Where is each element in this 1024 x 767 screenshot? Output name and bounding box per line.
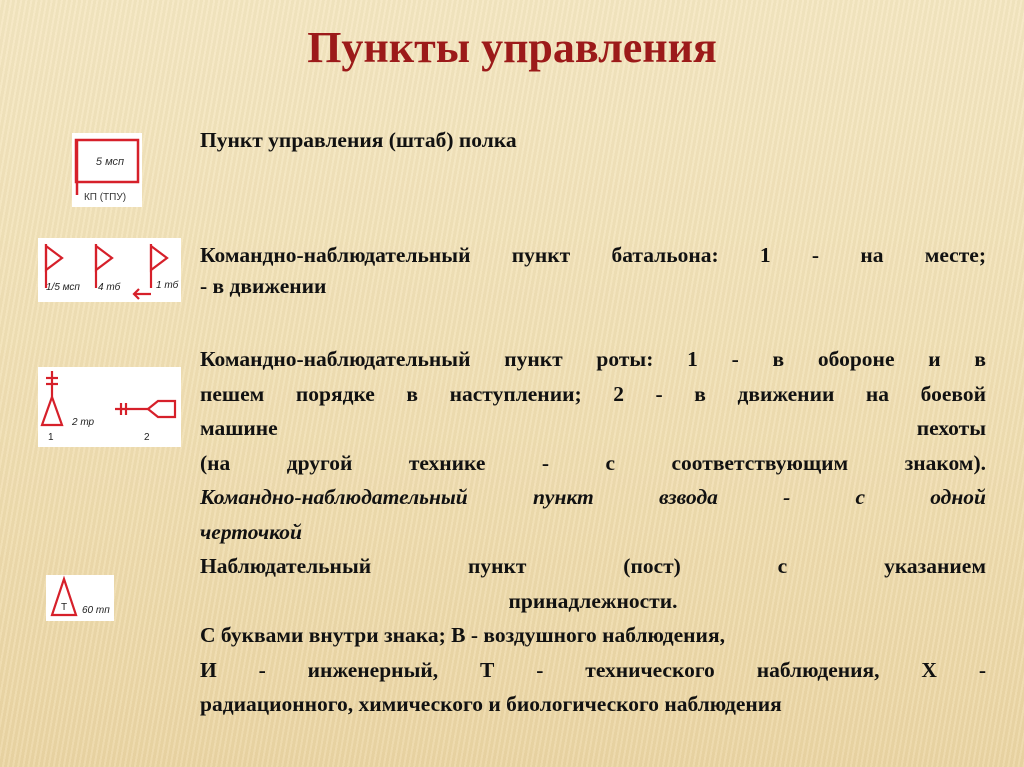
company-text-line-1: Командно-наблюдательный пункт роты: 1 - в обороне и в [200,347,986,371]
battalion-label-1: 1/5 мсп [46,282,80,293]
company-description [200,342,986,722]
battalion-text-line-2: - в движении [200,274,327,298]
regiment-caption-label: КП (ТПУ) [83,192,127,203]
battalion-ops-icons [38,238,181,302]
observation-post-icon [46,575,114,621]
company-text-line-3: машине пехоты [200,416,986,440]
letters-text-line-2: И - инженерный, Т - технического наблюдения, Х - [200,657,986,682]
observation-letter: Т [60,602,68,613]
company-number-2: 2 [144,432,150,443]
regiment-unit-label: 5 мсп [95,156,125,168]
company-text-line-4: (на другой технике - с соответствующим знаком). [200,450,986,475]
triangle-post-icon [42,371,62,425]
battalion-label-3: 1 тб [156,280,179,291]
battalion-text-line-1: Командно-наблюдательный пункт батальона: 1 - на месте; [200,243,986,267]
vehicle-post-icon [115,401,175,417]
post-text-line-1: Наблюдательный пункт (пост) с указанием [200,554,986,578]
regiment-hq-icon [72,133,142,207]
company-number-1: 1 [48,432,54,443]
company-label-2tr: 2 тр [72,417,95,428]
regiment-description [200,125,986,156]
post-text-line-2: принадлежности. [508,588,678,613]
battalion-label-2: 4 тб [98,282,121,293]
letters-text-line-1: С буквами внутри знака; В - воздушного наблюдения, [200,623,725,647]
platoon-text-line-1: Командно-наблюдательный пункт взвода - с одной [200,485,986,509]
battalion-description [200,240,986,302]
letters-text-line-3: радиационного, химического и биологического наблюдения [200,692,782,716]
observation-label: 60 тп [82,605,110,616]
slide-title: Пункты управления [307,23,717,72]
platoon-text-line-2: черточкой [200,519,302,544]
company-ops-icons [38,367,181,447]
company-text-line-2: пешем порядке в наступлении; 2 - в движении на боевой [200,381,986,406]
regiment-text: Пункт управления (штаб) полка [200,128,517,152]
